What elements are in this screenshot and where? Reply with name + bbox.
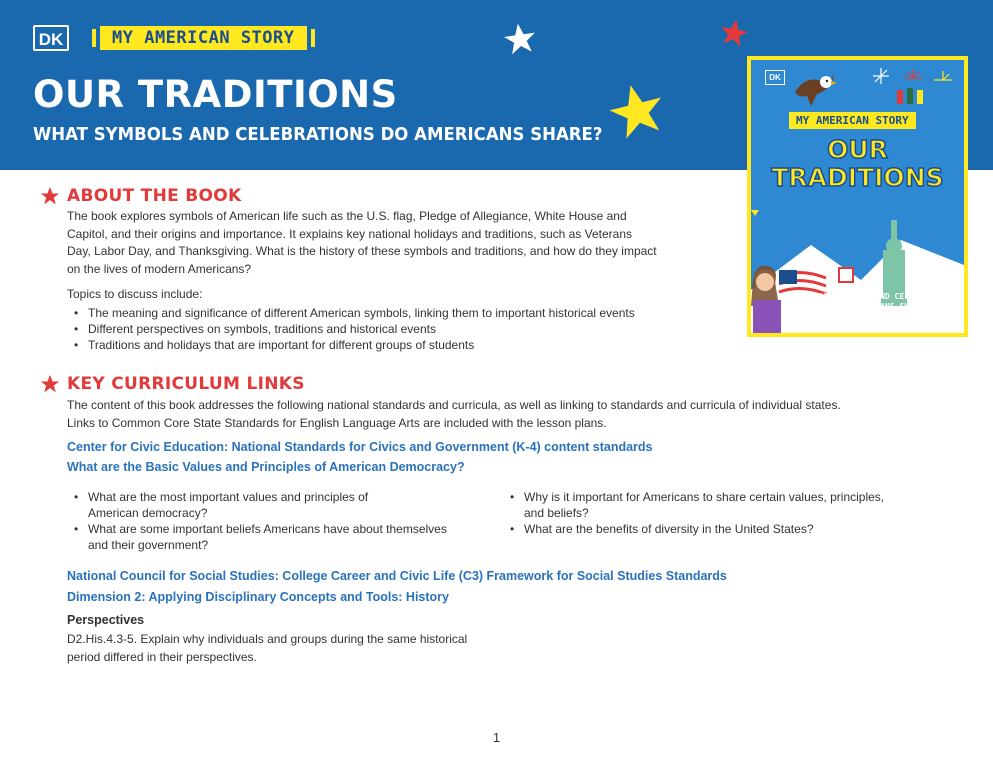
- white-star-icon: [502, 22, 538, 56]
- list-item-line: and their government?: [88, 538, 209, 552]
- list-item: [70, 489, 470, 521]
- text-line: Links to Common Core State Standards for English Language Arts are included with the lesson plans.: [67, 415, 607, 430]
- red-star-icon: [718, 18, 750, 48]
- perspectives-standard: [67, 631, 467, 666]
- cover-title: [751, 136, 964, 192]
- perspectives-heading: Perspectives: [67, 613, 145, 627]
- list-item-line: American democracy?: [88, 506, 208, 520]
- text-line: The content of this book addresses the following national standards and curricula, as well as linking to standards and curricula of individual states.: [67, 398, 841, 412]
- list-item: [506, 489, 926, 521]
- text-line: Capitol, and their origins and importance. It explains key national holidays and traditions, such as Veterans: [67, 226, 632, 241]
- civics-standards-link[interactable]: Center for Civic Education: National Standards for Civics and Government (K-4) content standards: [67, 440, 653, 454]
- dk-logo: DK: [33, 25, 69, 51]
- list-item-line: What are some important beliefs Americans have about themselves: [88, 522, 447, 536]
- eagle-icon: [793, 68, 837, 108]
- about-description: [67, 208, 657, 278]
- curriculum-heading: [40, 374, 305, 394]
- cover-title-line: OUR: [827, 135, 888, 164]
- badge-right-mark: [311, 29, 315, 47]
- series-badge: [100, 26, 307, 50]
- civics-question-link[interactable]: What are the Basic Values and Principles of American Democracy?: [67, 460, 465, 474]
- cover-illustration: [751, 210, 964, 333]
- text-line: Day, Labor Day, and Thanksgiving. What is the history of these symbols and traditions, and how do they impact: [67, 244, 657, 258]
- curriculum-intro: [67, 397, 841, 432]
- text-line: D2.His.4.3-5. Explain why individuals and groups during the same historical: [67, 632, 468, 646]
- calendar-icon: [839, 268, 853, 282]
- page-number: 1: [492, 730, 501, 745]
- list-item-line: Why is it important for Americans to share certain values, principles,: [524, 490, 885, 504]
- list-item-line: What are the most important values and principles of: [88, 490, 369, 504]
- yellow-star-icon: [607, 82, 667, 140]
- cover-dk-logo: DK: [765, 70, 785, 85]
- cover-series: MY AMERICAN STORY: [789, 112, 916, 129]
- civics-questions-left: [70, 489, 470, 553]
- page-title: OUR TRADITIONS: [33, 73, 398, 116]
- list-item: • What are the benefits of diversity in the United States?: [506, 521, 926, 537]
- about-heading-text: ABOUT THE BOOK: [67, 186, 242, 206]
- cover-subtitle-line: WHAT SYMBOLS AND CELEBRATIONS: [812, 292, 953, 301]
- ncss-framework-link[interactable]: National Council for Social Studies: College Career and Civic Life (C3) Framework for Social Studies Standards: [67, 569, 727, 583]
- text-line: period differed in their perspectives.: [67, 649, 257, 664]
- badge-left-mark: [92, 29, 96, 47]
- list-item: • Traditions and holidays that are important for different groups of students: [70, 337, 635, 353]
- dimension-2-link[interactable]: Dimension 2: Applying Disciplinary Concepts and Tools: History: [67, 590, 449, 604]
- page-subtitle: WHAT SYMBOLS AND CELEBRATIONS DO AMERICANS SHARE?: [33, 124, 603, 145]
- book-cover: [751, 60, 964, 333]
- cover-title-line: TRADITIONS: [771, 163, 944, 192]
- list-item: • Different perspectives on symbols, traditions and historical events: [70, 321, 635, 337]
- about-heading: [40, 186, 241, 206]
- text-line: The book explores symbols of American life such as the U.S. flag, Pledge of Allegiance, White House and: [67, 209, 627, 223]
- list-item: [70, 521, 470, 553]
- topics-list: [70, 305, 635, 353]
- civics-questions-right: [506, 489, 926, 537]
- cover-subtitle: [805, 292, 960, 312]
- bullet-star-icon: [40, 186, 60, 206]
- list-item-line: and beliefs?: [524, 506, 589, 520]
- cover-subtitle-line: DO AMERICANS SHARE?: [836, 302, 929, 311]
- bullet-star-icon: [40, 374, 60, 394]
- list-item: • The meaning and significance of different American symbols, linking them to important historical events: [70, 305, 635, 321]
- text-line: on the lives of modern Americans?: [67, 261, 252, 276]
- topics-intro: Topics to discuss include:: [67, 287, 203, 301]
- fireworks-icon: [861, 66, 961, 106]
- series-name: MY AMERICAN STORY: [112, 28, 295, 48]
- curriculum-heading-text: KEY CURRICULUM LINKS: [67, 374, 305, 394]
